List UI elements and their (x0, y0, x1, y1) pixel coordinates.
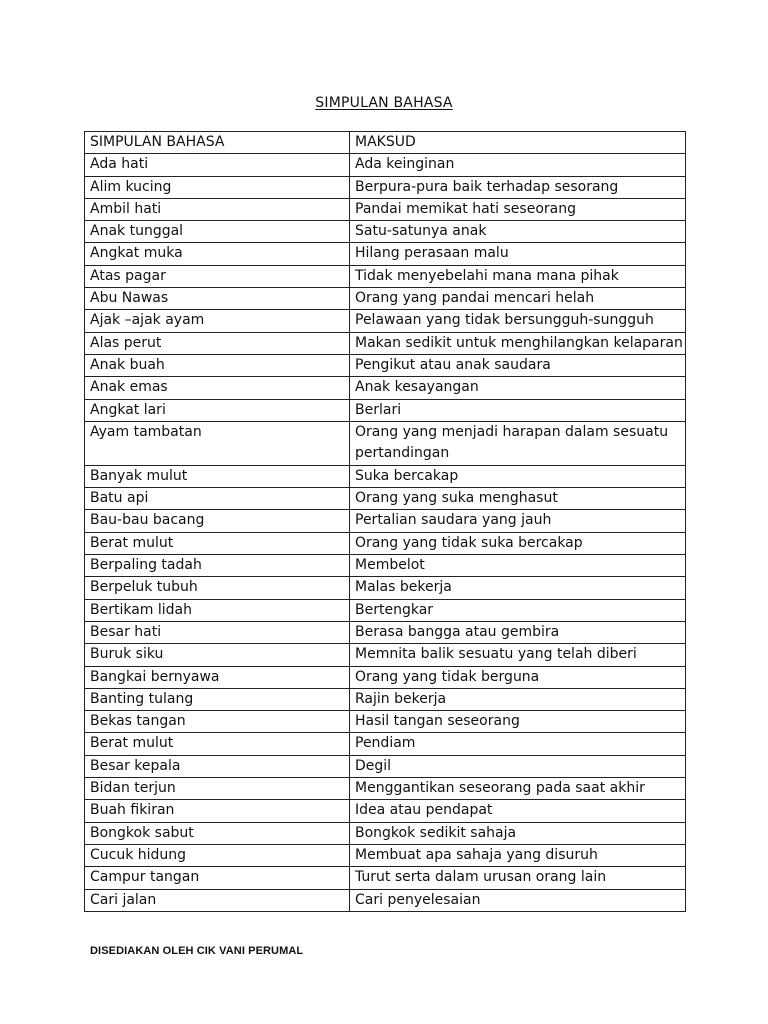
meaning-cell: Turut serta dalam urusan orang lain (350, 867, 686, 889)
meaning-cell: Menggantikan seseorang pada saat akhir (350, 778, 686, 800)
meaning-cell: Membelot (350, 555, 686, 577)
idiom-cell: Cari jalan (85, 889, 350, 911)
table-body (85, 154, 686, 912)
table-row (85, 822, 686, 844)
column-header-meaning: MAKSUD (350, 132, 686, 154)
idiom-cell: Angkat muka (85, 243, 350, 265)
meaning-cell: Berpura-pura baik terhadap sesorang (350, 176, 686, 198)
idiom-cell: Alas perut (85, 332, 350, 354)
idiom-cell: Berpaling tadah (85, 555, 350, 577)
table-row (85, 377, 686, 399)
meaning-cell: Berasa bangga atau gembira (350, 621, 686, 643)
table-row (85, 778, 686, 800)
table-row (85, 310, 686, 332)
meaning-cell: Memnita balik sesuatu yang telah diberi (350, 644, 686, 666)
meaning-cell: Bertengkar (350, 599, 686, 621)
table-row (85, 176, 686, 198)
idiom-cell: Banyak mulut (85, 465, 350, 487)
idiom-cell: Campur tangan (85, 867, 350, 889)
meaning-cell: Orang yang pandai mencari helah (350, 288, 686, 310)
meaning-cell: Bongkok sedikit sahaja (350, 822, 686, 844)
table-row (85, 421, 686, 465)
meaning-cell: Hasil tangan seseorang (350, 711, 686, 733)
table-row (85, 154, 686, 176)
table-row (85, 621, 686, 643)
meaning-cell: Suka bercakap (350, 465, 686, 487)
meaning-cell: Ada keinginan (350, 154, 686, 176)
idiom-cell: Bau-bau bacang (85, 510, 350, 532)
idiom-cell: Ayam tambatan (85, 421, 350, 465)
idiom-cell: Atas pagar (85, 265, 350, 287)
idiom-cell: Berat mulut (85, 733, 350, 755)
table-row (85, 599, 686, 621)
idiom-cell: Abu Nawas (85, 288, 350, 310)
idiom-cell: Bekas tangan (85, 711, 350, 733)
idiom-cell: Bongkok sabut (85, 822, 350, 844)
meaning-cell: Cari penyelesaian (350, 889, 686, 911)
table-row (85, 288, 686, 310)
meaning-cell: Satu-satunya anak (350, 221, 686, 243)
idiom-cell: Batu api (85, 488, 350, 510)
idiom-cell: Banting tulang (85, 688, 350, 710)
table-row (85, 688, 686, 710)
table-row (85, 666, 686, 688)
table-row (85, 332, 686, 354)
idiom-cell: Buah fikiran (85, 800, 350, 822)
table-row (85, 265, 686, 287)
idiom-cell: Angkat lari (85, 399, 350, 421)
meaning-cell: Orang yang suka menghasut (350, 488, 686, 510)
table-row (85, 733, 686, 755)
meaning-cell: Berlari (350, 399, 686, 421)
meaning-cell: Makan sedikit untuk menghilangkan kelaparan (350, 332, 686, 354)
meaning-cell: Membuat apa sahaja yang disuruh (350, 844, 686, 866)
table-row (85, 399, 686, 421)
table-row (85, 354, 686, 376)
meaning-cell: Idea atau pendapat (350, 800, 686, 822)
meaning-cell: Hilang perasaan malu (350, 243, 686, 265)
meaning-cell: Orang yang tidak berguna (350, 666, 686, 688)
meaning-cell: Pengikut atau anak saudara (350, 354, 686, 376)
meaning-cell: Pelawaan yang tidak bersungguh-sungguh (350, 310, 686, 332)
idiom-cell: Anak buah (85, 354, 350, 376)
meaning-cell: Pendiam (350, 733, 686, 755)
meaning-cell: Pertalian saudara yang jauh (350, 510, 686, 532)
column-header-idiom: SIMPULAN BAHASA (85, 132, 350, 154)
idiom-cell: Anak tunggal (85, 221, 350, 243)
table-row (85, 221, 686, 243)
idiom-cell: Bidan terjun (85, 778, 350, 800)
table-row (85, 867, 686, 889)
table-row (85, 844, 686, 866)
table-row (85, 198, 686, 220)
table-row (85, 465, 686, 487)
table-row (85, 555, 686, 577)
table-row (85, 510, 686, 532)
idiom-cell: Besar kepala (85, 755, 350, 777)
idiom-cell: Berpeluk tubuh (85, 577, 350, 599)
meaning-cell: Orang yang menjadi harapan dalam sesuatu pertandingan (350, 421, 686, 465)
idiom-cell: Buruk siku (85, 644, 350, 666)
meaning-cell: Malas bekerja (350, 577, 686, 599)
meaning-cell: Degil (350, 755, 686, 777)
table-row (85, 755, 686, 777)
table-header-row (85, 132, 686, 154)
idiom-cell: Alim kucing (85, 176, 350, 198)
idiom-cell: Bangkai bernyawa (85, 666, 350, 688)
table-row (85, 488, 686, 510)
page-title: SIMPULAN BAHASA (315, 95, 453, 111)
table-row (85, 532, 686, 554)
table-row (85, 889, 686, 911)
meaning-cell: Pandai memikat hati seseorang (350, 198, 686, 220)
idiom-cell: Ada hati (85, 154, 350, 176)
table-row (85, 577, 686, 599)
idiom-cell: Anak emas (85, 377, 350, 399)
table-row (85, 800, 686, 822)
idiom-cell: Bertikam lidah (85, 599, 350, 621)
table-row (85, 243, 686, 265)
meaning-cell: Tidak menyebelahi mana mana pihak (350, 265, 686, 287)
idiom-cell: Besar hati (85, 621, 350, 643)
footer-credit: DISEDIAKAN OLEH CIK VANI PERUMAL (90, 945, 304, 957)
idiom-cell: Berat mulut (85, 532, 350, 554)
meaning-cell: Orang yang tidak suka bercakap (350, 532, 686, 554)
meaning-cell: Rajin bekerja (350, 688, 686, 710)
idiom-cell: Ambil hati (85, 198, 350, 220)
idiom-cell: Cucuk hidung (85, 844, 350, 866)
idiom-cell: Ajak –ajak ayam (85, 310, 350, 332)
table-row (85, 644, 686, 666)
idiom-table (84, 131, 686, 912)
table-row (85, 711, 686, 733)
meaning-cell: Anak kesayangan (350, 377, 686, 399)
